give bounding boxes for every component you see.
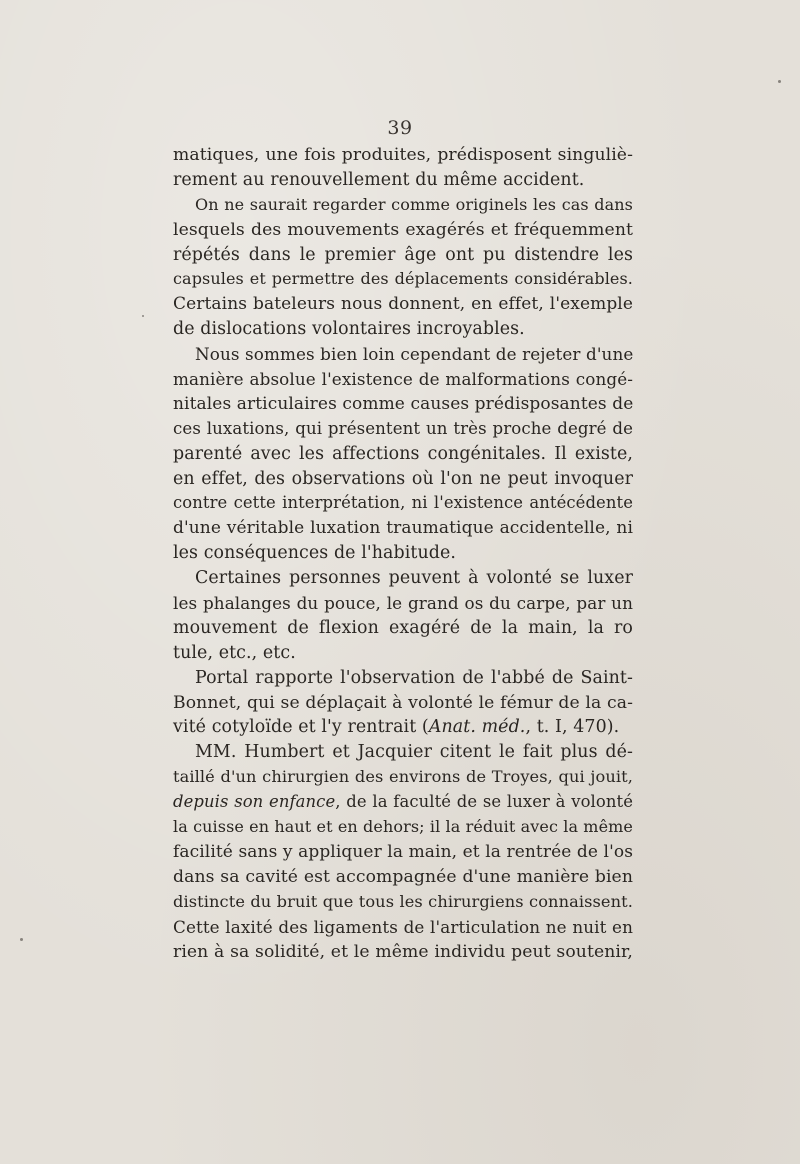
text-line: en effet, des observations où l'on ne peut invoquer bbox=[173, 468, 633, 489]
text-line bbox=[173, 715, 633, 740]
italic-text: depuis son enfance bbox=[173, 792, 336, 812]
text-line: mouvement de flexion exagéré de la main, la ro bbox=[173, 617, 633, 638]
text-line: la cuisse en haut et en dehors; il la réduit avec la même bbox=[173, 817, 633, 837]
text-line: Bonnet, qui se déplaçait à volonté le fémur de la ca- bbox=[173, 692, 633, 713]
text-line: Certaines personnes peuvent à volonté se luxer bbox=[195, 568, 633, 589]
text-line: capsules et permettre des déplacements considérables. bbox=[173, 269, 633, 289]
text-line: dans sa cavité est accompagnée d'une manière bien bbox=[173, 866, 633, 887]
body-text bbox=[173, 143, 633, 964]
page-speck bbox=[778, 80, 781, 83]
text-line bbox=[173, 790, 633, 815]
text-line: contre cette interprétation, ni l'existence antécédente bbox=[173, 493, 633, 513]
text-line: taillé d'un chirurgien des environs de Troyes, qui jouit, bbox=[173, 767, 633, 787]
text-line: rement au renouvellement du même accident. bbox=[173, 169, 585, 190]
page-speck bbox=[20, 938, 23, 941]
page-number: 39 bbox=[387, 117, 413, 139]
text-line: Portal rapporte l'observation de l'abbé de Saint- bbox=[195, 667, 633, 688]
text-line: ces luxations, qui présentent un très proche degré de bbox=[173, 418, 633, 438]
text-line: facilité sans y appliquer la main, et la rentrée de l'os bbox=[173, 841, 634, 862]
text-line: nitales articulaires comme causes prédisposantes de bbox=[173, 393, 634, 414]
text-line: rien à sa solidité, et le même individu peut soutenir, bbox=[173, 941, 633, 962]
text-segment: , t. I, 470). bbox=[525, 717, 620, 738]
text-line: distincte du bruit que tous les chirurgiens connaissent. bbox=[173, 891, 633, 911]
text-line: Nous sommes bien loin cependant de rejeter d'une bbox=[195, 344, 634, 365]
text-line: Certains bateleurs nous donnent, en effet, l'exemple bbox=[173, 294, 633, 315]
text-line: d'une véritable luxation traumatique accidentelle, ni bbox=[173, 518, 633, 539]
text-segment: , de la faculté de se luxer à volonté bbox=[335, 792, 633, 812]
page-speck bbox=[142, 315, 144, 317]
text-line: MM. Humbert et Jacquier citent le fait plus dé- bbox=[195, 742, 633, 763]
text-line: Cette laxité des ligaments de l'articulation ne nuit en bbox=[173, 916, 633, 937]
text-line: les conséquences de l'habitude. bbox=[173, 543, 457, 564]
italic-text: Anat. méd. bbox=[428, 717, 526, 738]
text-line: les phalanges du pouce, le grand os du carpe, par un bbox=[173, 593, 633, 614]
text-segment: vité cotyloïde et l'y rentrait ( bbox=[173, 717, 429, 738]
text-line: lesquels des mouvements exagérés et fréquemment bbox=[173, 219, 633, 240]
text-line: On ne saurait regarder comme originels les cas dans bbox=[195, 194, 633, 214]
text-line: matiques, une fois produites, prédisposent singuliè- bbox=[173, 145, 633, 165]
text-line: parenté avec les affections congénitales. Il existe, bbox=[173, 443, 633, 464]
text-line: de dislocations volontaires incroyables. bbox=[173, 319, 525, 340]
text-line: manière absolue l'existence de malformations congé- bbox=[173, 369, 633, 390]
text-line: tule, etc., etc. bbox=[173, 642, 296, 663]
text-line: répétés dans le premier âge ont pu distendre les bbox=[173, 244, 633, 265]
